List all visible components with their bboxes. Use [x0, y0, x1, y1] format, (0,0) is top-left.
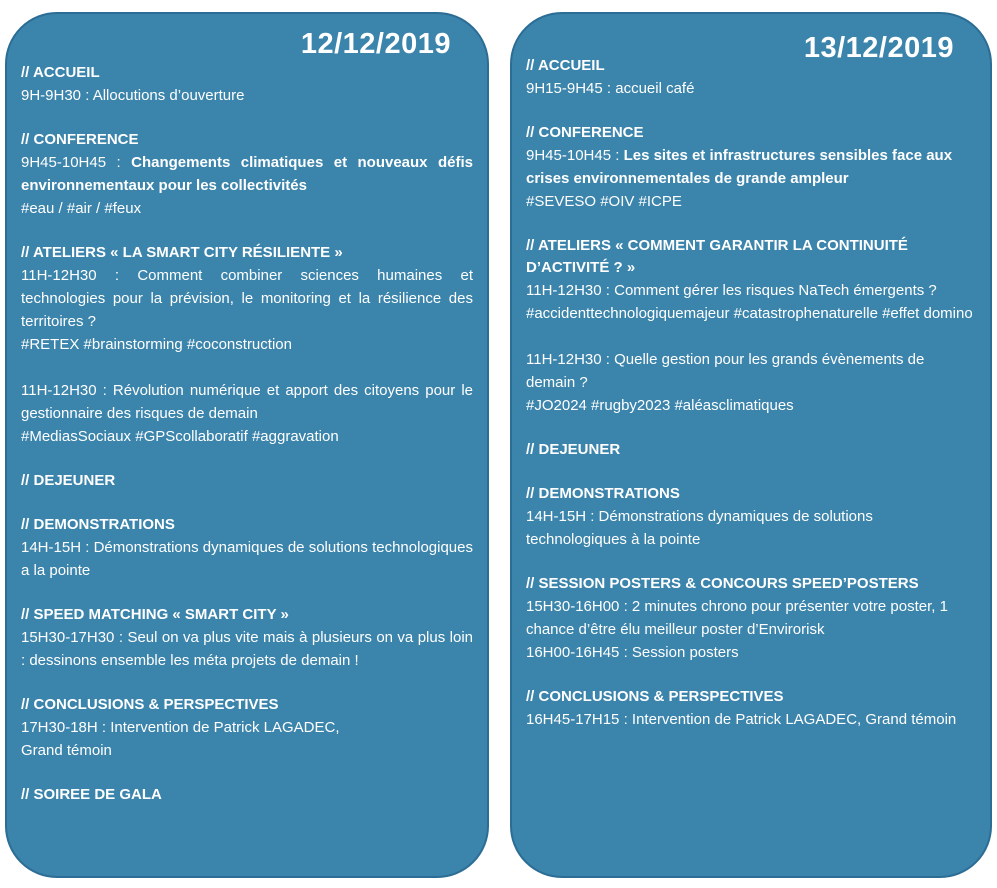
day2-demonstrations [526, 483, 976, 551]
day2-date: 13/12/2019 [803, 32, 954, 64]
hashtags: #SEVESO #OIV #ICPE [526, 193, 682, 210]
schedule-line: 11H-12H30 : Comment combiner sciences humaines et technologies pour la prévision, le monitoring et la résilience des territoires ? [21, 267, 473, 330]
time: 9H45-10H45 [526, 147, 612, 164]
program-day2-card [510, 12, 992, 878]
schedule-line: 9H-9H30 : Allocutions d’ouverture [21, 87, 245, 104]
schedule-line: 11H-12H30 : Comment gérer les risques NaTech émergents ? [526, 282, 937, 299]
time: 15H30-17H30 [21, 629, 115, 646]
hashtags: #eau / #air / #feux [21, 200, 142, 217]
section-title: // ACCUEIL [526, 57, 605, 74]
hashtags: #accidenttechnologiquemajeur #catastrophenaturelle #effet domino [526, 305, 973, 322]
description: Session posters [631, 644, 739, 661]
section-title: // CONCLUSIONS & PERSPECTIVES [21, 696, 279, 713]
day2-accueil [526, 55, 976, 100]
time: 11H-12H30 [526, 351, 602, 368]
day1-accueil [21, 62, 473, 107]
day2-conclusions [526, 686, 976, 731]
hashtags: #JO2024 #rugby2023 #aléasclimatiques [526, 397, 794, 414]
description: Comment combiner sciences humaines et technologies pour la prévision, le monitoring et la résilience des territoires ? [21, 267, 473, 330]
atelier-item [526, 279, 976, 325]
description: Quelle gestion pour les grands évènements de demain ? [526, 351, 925, 391]
time: 14H-15H [526, 508, 587, 525]
time: 16H45-17H15 [526, 711, 620, 728]
time: 11H-12H30 [21, 267, 97, 284]
description: Allocutions d’ouverture [92, 87, 245, 104]
day1-conference [21, 129, 473, 220]
schedule-line: 14H-15H : Démonstrations dynamiques de solutions technologiques a la pointe [21, 539, 473, 579]
section-title: // DEJEUNER [526, 441, 621, 458]
schedule-line: 15H30-17H30 : Seul on va plus vite mais à plusieurs on va plus loin : dessinons ensemble les méta projets de demain ! [21, 629, 473, 669]
time: 16H00-16H45 [526, 644, 620, 661]
schedule-line: 16H45-17H15 : Intervention de Patrick LAGADEC, Grand témoin [526, 711, 957, 728]
atelier-item [21, 264, 473, 356]
time: 11H-12H30 [21, 382, 97, 399]
time: 17H30-18H [21, 719, 98, 736]
description: Seul on va plus vite mais à plusieurs on va plus loin : dessinons ensemble les méta projets de demain ! [21, 629, 473, 669]
day1-demonstrations [21, 514, 473, 582]
description: Démonstrations dynamiques de solutions technologiques a la pointe [21, 539, 473, 579]
section-title: // DEMONSTRATIONS [526, 485, 680, 502]
section-title: // SOIREE DE GALA [21, 786, 162, 803]
description: 2 minutes chrono pour présenter votre poster, 1 chance d’être élu meilleur poster d’Envirorisk [526, 598, 948, 638]
section-title: // DEJEUNER [21, 472, 116, 489]
section-title: // ATELIERS « COMMENT GARANTIR LA CONTINUITÉ D’ACTIVITÉ ? » [526, 237, 908, 276]
description-continued: Grand témoin [21, 742, 112, 759]
day2-ateliers [526, 235, 976, 417]
description: Intervention de Patrick LAGADEC, Grand témoin [631, 711, 957, 728]
schedule-line: 11H-12H30 : Révolution numérique et apport des citoyens pour le gestionnaire des risques de demain [21, 382, 473, 422]
time: 15H30-16H00 [526, 598, 620, 615]
day2-dejeuner [526, 439, 976, 461]
section-title: // CONFERENCE [21, 131, 139, 148]
day1-date: 12/12/2019 [300, 28, 451, 60]
day1-conclusions [21, 694, 473, 762]
day1-speed-matching [21, 604, 473, 672]
day2-conference [526, 122, 976, 213]
schedule-line: 14H-15H : Démonstrations dynamiques de solutions technologiques à la pointe [526, 508, 873, 548]
description: accueil café [615, 80, 695, 97]
schedule-line: 9H15-9H45 : accueil café [526, 80, 695, 97]
time: 11H-12H30 [526, 282, 602, 299]
section-title: // ACCUEIL [21, 64, 100, 81]
time: 14H-15H [21, 539, 82, 556]
section-title: // CONCLUSIONS & PERSPECTIVES [526, 688, 784, 705]
section-title: // ATELIERS « LA SMART CITY RÉSILIENTE » [21, 244, 343, 261]
atelier-item [21, 379, 473, 448]
section-title: // DEMONSTRATIONS [21, 516, 175, 533]
atelier-item [526, 348, 976, 417]
section-title: // SPEED MATCHING « SMART CITY » [21, 606, 289, 623]
description: Comment gérer les risques NaTech émergents ? [614, 282, 937, 299]
section-title: // CONFERENCE [526, 124, 644, 141]
day1-gala [21, 784, 473, 806]
day2-content [526, 55, 976, 753]
time: 9H15-9H45 [526, 80, 603, 97]
day1-content [21, 62, 473, 828]
conference-topic: Les sites et infrastructures sensibles face aux crises environnementales de grande ampleur [526, 147, 953, 187]
day1-ateliers [21, 242, 473, 448]
time: 9H45-10H45 [21, 154, 107, 171]
description: Démonstrations dynamiques de solutions technologiques à la pointe [526, 508, 873, 548]
section-title: // SESSION POSTERS & CONCOURS SPEED’POSTERS [526, 575, 919, 592]
program-day1-card [5, 12, 489, 878]
schedule-line: 9H45-10H45 : Changements climatiques et nouveaux défis environnementaux pour les collectivités [21, 154, 473, 194]
schedule-line: 17H30-18H : Intervention de Patrick LAGADEC, [21, 719, 340, 736]
description: Révolution numérique et apport des citoyens pour le gestionnaire des risques de demain [21, 382, 473, 422]
conference-topic: Changements climatiques et nouveaux défis environnementaux pour les collectivités [21, 154, 473, 194]
day1-dejeuner [21, 470, 473, 492]
schedule-line: 15H30-16H00 : 2 minutes chrono pour présenter votre poster, 1 chance d’être élu meilleur poster d’Envirorisk [526, 598, 948, 638]
schedule-line: 11H-12H30 : Quelle gestion pour les grands évènements de demain ? [526, 351, 925, 391]
hashtags: #MediasSociaux #GPScollaboratif #aggravation [21, 428, 339, 445]
day2-posters [526, 573, 976, 664]
time: 9H-9H30 [21, 87, 82, 104]
schedule-line: 16H00-16H45 : Session posters [526, 644, 739, 661]
schedule-line: 9H45-10H45 : Les sites et infrastructures sensibles face aux crises environnementales de grande ampleur [526, 147, 953, 187]
hashtags: #RETEX #brainstorming #coconstruction [21, 336, 292, 353]
description: Intervention de Patrick LAGADEC, [110, 719, 340, 736]
